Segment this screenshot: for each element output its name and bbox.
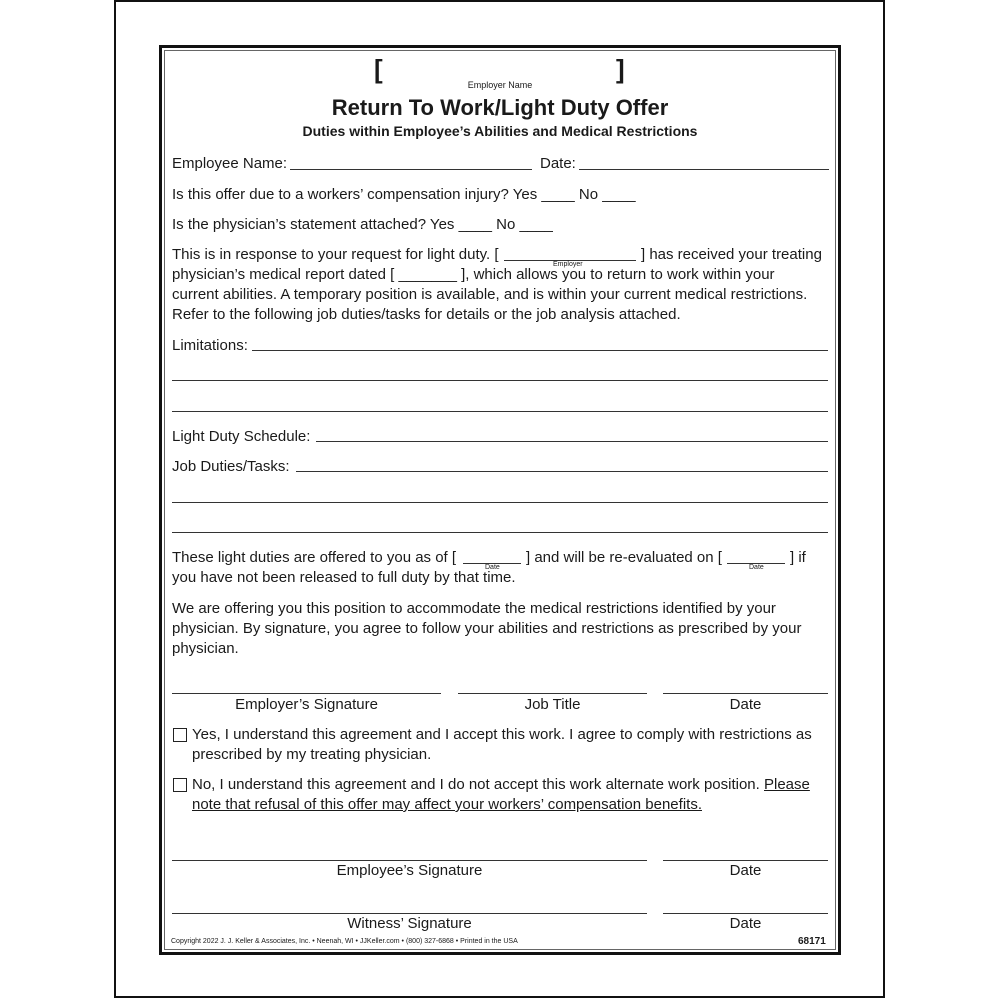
paragraph1-line2: physician’s medical report dated [ _______ ], which allows you to return to work within your [172, 266, 775, 283]
limitations-field-2[interactable] [172, 380, 828, 381]
employer-inline-caption: Employer [553, 261, 583, 268]
employee-date-field[interactable] [663, 860, 828, 861]
employer-name-field[interactable] [160, 59, 840, 81]
employer-signature-field[interactable] [172, 693, 441, 694]
employee-name-field[interactable] [290, 169, 532, 170]
witness-date-label: Date [729, 915, 762, 932]
paragraph1-line1b: ] has received your treating [641, 246, 822, 263]
date-field[interactable] [579, 169, 829, 170]
decline-warning-start: Please [764, 776, 810, 793]
schedule-label: Light Duty Schedule: [172, 428, 311, 445]
paragraph3-line2: physician. By signature, you agree to follow your abilities and restrictions as prescribed by your [172, 620, 802, 637]
witness-signature-field[interactable] [172, 913, 647, 914]
job-title-field[interactable] [458, 693, 647, 694]
duties-field-2[interactable] [172, 502, 828, 503]
copyright-text: Copyright 2022 J. J. Keller & Associates, Inc. • Neenah, WI • JJKeller.com • (800) 327-6868 • Printed in the USA [171, 938, 518, 945]
employee-date-label: Date [729, 862, 762, 879]
employee-name-label: Employee Name: [172, 155, 288, 172]
form-title: Return To Work/Light Duty Offer [331, 95, 669, 120]
employee-signature-label: Employee’s Signature [336, 862, 483, 879]
decline-checkbox[interactable] [173, 778, 187, 792]
employer-bracket-open: [ [374, 54, 383, 84]
employer-signature-label: Employer’s Signature [235, 696, 378, 713]
paragraph3-line3: physician. [172, 640, 239, 657]
limitations-field-3[interactable] [172, 411, 828, 412]
accept-text-line1: Yes, I understand this agreement and I accept this work. I agree to comply with restrictions as [192, 726, 812, 743]
offer-date-caption: Date [485, 564, 500, 571]
decline-text-line1 [192, 776, 810, 793]
reevaluation-date-caption: Date [749, 564, 764, 571]
limitations-field-1[interactable] [252, 350, 828, 351]
paragraph3-line1: We are offering you this position to accommodate the medical restrictions identified by your [172, 600, 776, 617]
limitations-label: Limitations: [172, 337, 248, 354]
paragraph1-line3: current abilities. A temporary position is available, and is within your current medical restrictions. [172, 286, 808, 303]
schedule-field[interactable] [316, 441, 828, 442]
employer-name-caption: Employer Name [467, 80, 533, 90]
question-workers-comp: Is this offer due to a workers’ compensation injury? Yes ____ No ____ [172, 186, 636, 203]
form-subtitle: Duties within Employee’s Abilities and Medical Restrictions [302, 123, 698, 139]
form-inner-border [164, 50, 836, 950]
paragraph2-line2: you have not been released to full duty by that time. [172, 569, 516, 586]
paragraph2-line1c: ] if [790, 549, 806, 566]
duties-label: Job Duties/Tasks: [172, 458, 290, 475]
duties-field-1[interactable] [296, 471, 828, 472]
employer-date-field[interactable] [663, 693, 828, 694]
paragraph2-line1b: ] and will be re-evaluated on [ [526, 549, 722, 566]
decline-text-main: No, I understand this agreement and I do not accept this work alternate work position. [192, 776, 760, 793]
employee-signature-field[interactable] [172, 860, 647, 861]
form-number: 68171 [798, 936, 826, 947]
accept-text-line2: prescribed by my treating physician. [192, 746, 432, 763]
witness-date-field[interactable] [663, 913, 828, 914]
job-title-label: Job Title [524, 696, 581, 713]
decline-warning-text: note that refusal of this offer may affect your workers’ compensation benefits. [192, 796, 702, 813]
employer-date-label: Date [729, 696, 762, 713]
paragraph1-line1a: This is in response to your request for light duty. [ [172, 246, 499, 263]
paragraph1-line4: Refer to the following job duties/tasks for details or the job analysis attached. [172, 306, 681, 323]
duties-field-3[interactable] [172, 532, 828, 533]
witness-signature-label: Witness’ Signature [347, 915, 472, 932]
employer-bracket-close: ] [616, 54, 625, 84]
question-physician-statement: Is the physician’s statement attached? Yes ____ No ____ [172, 216, 553, 233]
form-border [159, 45, 841, 955]
date-label: Date: [540, 155, 576, 172]
accept-checkbox[interactable] [173, 728, 187, 742]
paragraph2-line1a: These light duties are offered to you as of [ [172, 549, 457, 566]
